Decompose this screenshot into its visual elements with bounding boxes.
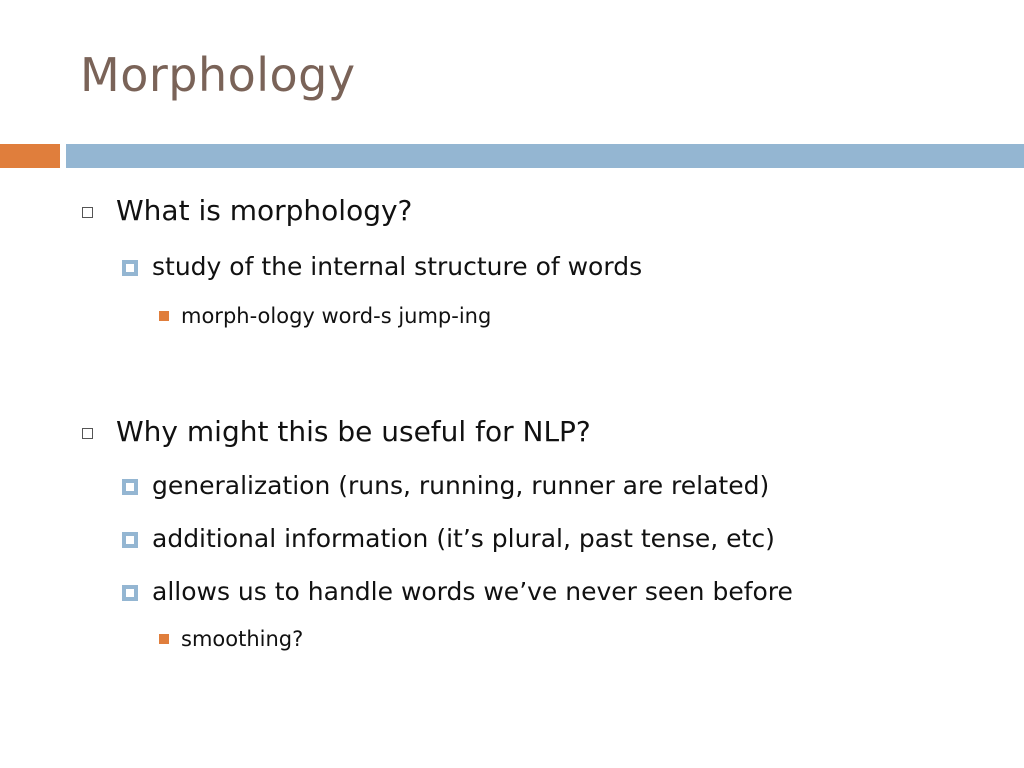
orange-square-bullet-icon <box>159 634 169 644</box>
bullet-level-2 <box>152 579 793 604</box>
bullet-level-2 <box>152 526 775 551</box>
bullet-level-2 <box>152 473 769 498</box>
slide-title: Morphology <box>80 48 356 102</box>
bullet-text: generalization (runs, running, runner are related) <box>152 471 770 500</box>
framed-square-bullet-icon <box>122 479 138 495</box>
framed-square-bullet-icon <box>122 260 138 276</box>
bullet-text: Why might this be useful for NLP? <box>116 415 591 448</box>
bullet-level-2 <box>152 254 642 279</box>
bullet-text: morph-ology word-s jump-ing <box>181 304 492 328</box>
bullet-text: allows us to handle words we’ve never seen before <box>152 577 793 606</box>
bullet-text: What is morphology? <box>116 194 413 227</box>
framed-square-bullet-icon <box>122 585 138 601</box>
bullet-level-3 <box>181 629 303 650</box>
hollow-square-bullet-icon <box>82 207 93 218</box>
hollow-square-bullet-icon <box>82 428 93 439</box>
orange-square-bullet-icon <box>159 311 169 321</box>
bullet-text: additional information (it’s plural, past tense, etc) <box>152 524 775 553</box>
bullet-level-1 <box>116 194 413 227</box>
bullet-text: smoothing? <box>181 627 304 651</box>
bullet-level-3 <box>181 306 491 327</box>
framed-square-bullet-icon <box>122 532 138 548</box>
bullet-level-1 <box>116 415 591 448</box>
bullet-text: study of the internal structure of words <box>152 252 643 281</box>
